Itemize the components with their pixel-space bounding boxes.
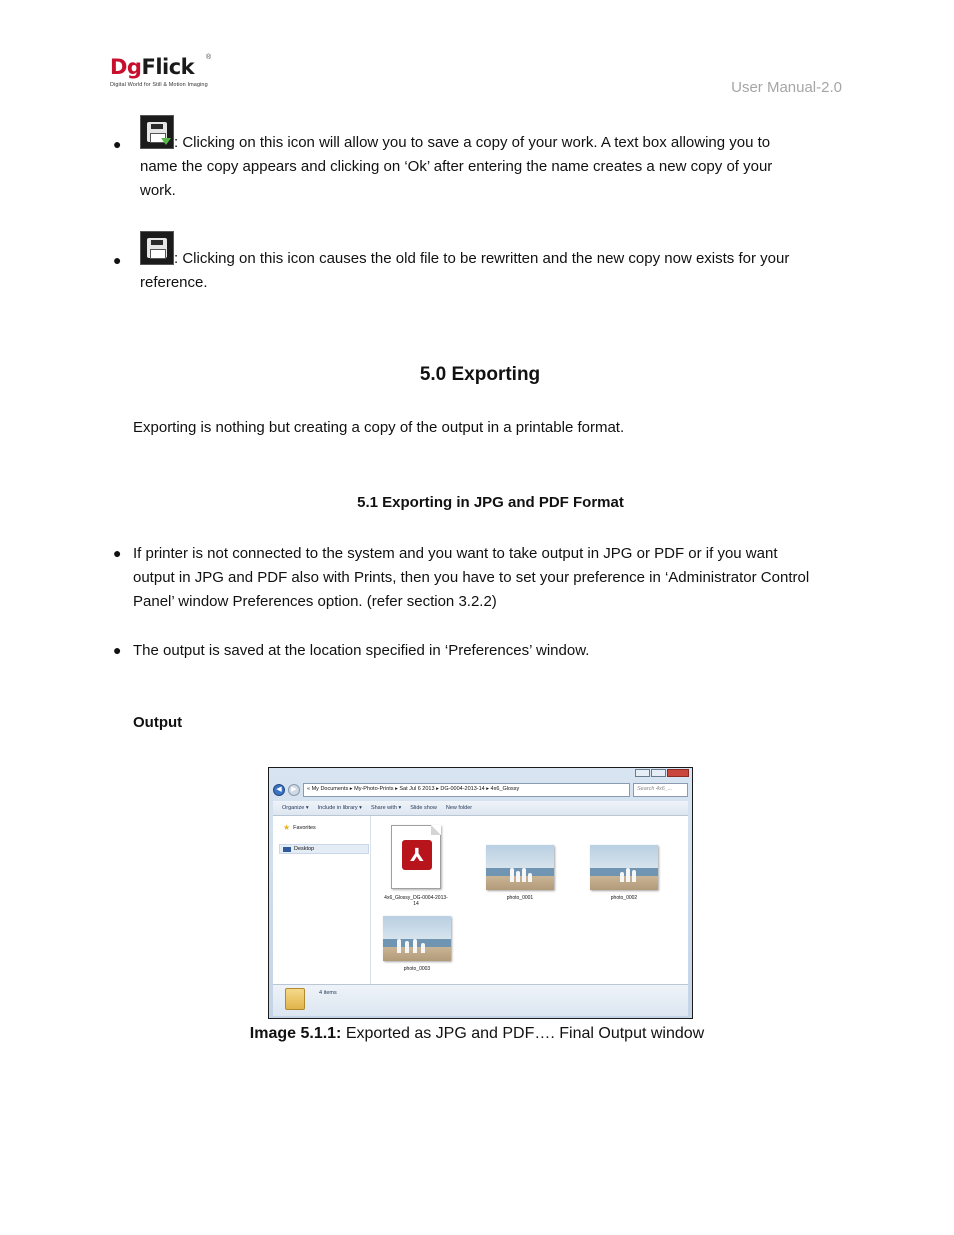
include-in-library-button[interactable]: Include in library ▾ <box>317 805 362 811</box>
star-icon: ★ <box>283 823 291 832</box>
save-icon <box>140 231 174 265</box>
acrobat-icon: ⅄ <box>402 840 432 870</box>
close-icon[interactable] <box>667 769 689 777</box>
bullet-marker: ● <box>113 136 122 152</box>
window-controls <box>635 769 689 777</box>
back-icon[interactable]: ◀ <box>273 784 285 796</box>
breadcrumb-item[interactable]: My Documents <box>311 786 349 792</box>
image-caption: Image 5.1.1: Exported as JPG and PDF…. Final Output window <box>249 1025 705 1042</box>
address-bar[interactable]: « My Documents ▸ My-Photo-Prints ▸ Sat Jul 6 2013 ▸ DG-0004-2013-14 ▸ 4x6_Glossy <box>303 783 630 797</box>
subsection-title: 5.1 Exporting in JPG and PDF Format <box>357 494 624 511</box>
file-label: photo_0003 <box>403 966 431 972</box>
logo-wordmark: DgFlick <box>110 55 195 79</box>
search-input[interactable]: Search 4x6_... <box>633 783 688 797</box>
dgflick-logo: DgFlick ® Digital World for Still & Motion Imaging <box>110 56 214 96</box>
explorer-window <box>268 767 693 1019</box>
navigation-pane <box>273 816 371 984</box>
minimize-icon[interactable] <box>635 769 650 777</box>
status-bar <box>273 984 688 1016</box>
breadcrumb-item[interactable]: Sat Jul 6 2013 <box>399 786 435 792</box>
photo-thumbnail[interactable] <box>590 845 658 890</box>
maximize-icon[interactable] <box>651 769 666 777</box>
file-label: photo_0001 <box>506 895 534 901</box>
slide-show-button[interactable]: Slide show <box>410 805 437 811</box>
bullet-marker: ● <box>113 545 122 561</box>
organize-button[interactable]: Organize ▾ <box>282 805 309 811</box>
forward-icon[interactable]: ▶ <box>288 784 300 796</box>
bullet-save-copy: : Clicking on this icon will allow you to save a copy of your work. A text box allowing you to name the copy appears and clicking on ‘Ok’ after entering the name creates a new copy of your work. <box>140 115 840 203</box>
share-with-button[interactable]: Share with ▾ <box>370 805 402 811</box>
section-title: 5.0 Exporting <box>419 364 541 385</box>
breadcrumb-item[interactable]: DG-0004-2013-14 <box>440 786 485 792</box>
explorer-content <box>273 816 688 984</box>
manual-version: User Manual-2.0 <box>731 79 842 96</box>
nav-desktop[interactable]: Desktop <box>283 846 314 852</box>
file-label: photo_0002 <box>610 895 638 901</box>
photo-thumbnail[interactable] <box>486 845 554 890</box>
breadcrumb-item[interactable]: My-Photo-Prints <box>354 786 394 792</box>
save-copy-icon <box>140 115 174 149</box>
bullet-marker: ● <box>113 252 122 268</box>
bullet-location: The output is saved at the location specified in ‘Preferences’ window. <box>133 642 590 659</box>
file-label: 4x6_Glossy_DG-0004-2013- 14 <box>384 895 448 907</box>
bullet-save: : Clicking on this icon causes the old file to be rewritten and the new copy now exists for your reference. <box>140 231 840 295</box>
bullet-printer: If printer is not connected to the system and you want to take output in JPG or PDF or if you want output in JPG and PDF also with Prints, then you have to set your preference in ‘Administrator Control Panel’ window Preferences option. (refer section 3.2.2) <box>133 545 810 610</box>
nav-favorites[interactable]: ★ Favorites <box>283 823 316 832</box>
address-row <box>273 783 688 797</box>
new-folder-button[interactable]: New folder <box>445 805 473 811</box>
folder-icon <box>285 988 305 1010</box>
item-count: 4 items <box>319 990 337 996</box>
photo-thumbnail[interactable] <box>383 916 451 961</box>
explorer-toolbar <box>273 801 688 816</box>
breadcrumb-item[interactable]: 4x6_Glossy <box>490 786 520 792</box>
desktop-icon <box>283 847 291 852</box>
output-heading: Output <box>133 714 183 731</box>
pdf-file-icon[interactable] <box>391 825 441 889</box>
bullet-marker: ● <box>113 642 122 658</box>
section-intro: Exporting is nothing but creating a copy of the output in a printable format. <box>133 419 625 436</box>
logo-tagline: Digital World for Still & Motion Imaging <box>110 82 208 88</box>
